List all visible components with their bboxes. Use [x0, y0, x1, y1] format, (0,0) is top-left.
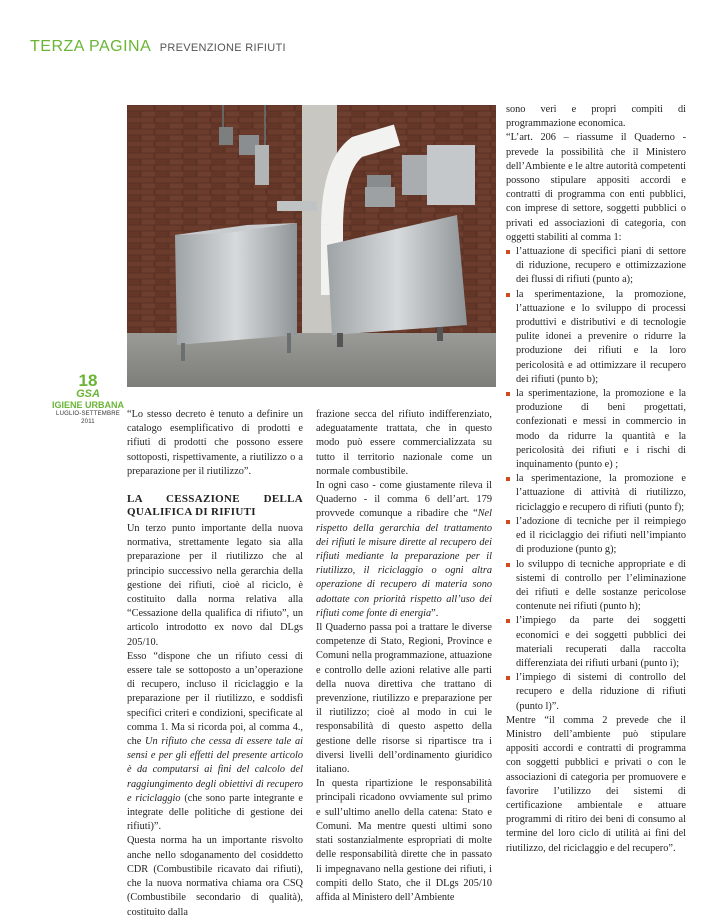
equipment-photo-illustration — [127, 105, 496, 387]
list-item: la sperimentazione, la promozione, l’attuazione e lo sviluppo di processi produttivi e distributivi e di tecnologie pulite idonei a prevenire o ridurre la produzione dei rifiuti e la loro pericolosità e ad ottimizzare il recupero dei rifiuti (punto b); — [506, 288, 686, 387]
text-run: ”. — [431, 607, 439, 619]
list-item: l’impiego da parte dei soggetti economici e dei soggetti pubblici dei materiali recuperati dalla raccolta differenziata dei rifiuti urbani (punto i); — [506, 614, 686, 671]
text-column-2 — [316, 408, 492, 905]
list-item: l’impiego di sistemi di controllo del recupero e della riduzione di rifiuti (punto l)”. — [506, 671, 686, 714]
text-run: Esso “dispone che un rifiuto cessi di essere tale se sottoposto a un’operazione di recupero, incluso il riciclaggio e la preparazione per il riutilizzo, e soddisfi specifici criteri e condizioni, specificate al comma 1. Ma si ricorda poi, al comma 4., che — [127, 650, 303, 748]
paragraph: “L’art. 206 – riassume il Quaderno - prevede la possibilità che il Ministero dell’Ambiente e le altre autorità competenti possono stipulare appositi accordi e contratti di programma con enti pubblici, con imprese di settore, soggetti pubblici o privati ed associazioni di categoria, con oggetti stabiliti al comma 1: — [506, 132, 686, 243]
magazine-logo: GSA — [76, 388, 100, 400]
paragraph: Questa norma ha un importante risvolto anche nello sdoganamento del cosiddetto CDR (Combustibile ricavato dai rifiuti), che la nuova normativa chiama ora CSQ (Combustibile secondario di qualità), costituito dalla — [127, 835, 303, 918]
list-item: la sperimentazione, la promozione e la produzione di beni progettati, confezionati e messi in commercio in modo da ridurre la quantità e la pericolosità dei rifiuti e i rischi di inquinamento (punto e) ; — [506, 387, 686, 472]
running-header — [30, 38, 286, 56]
text-column-1 — [127, 408, 303, 920]
paragraph: Il Quaderno passa poi a trattare le diverse competenze di Stato, Regioni, Province e Comuni nella programmazione, attuazione e controllo delle azioni relative alle parti della nuova direttiva che trattano di prevenzione, riutilizzo e preparazione per il riutilizzo; cioè al modo in cui le responsabilità di questo aspetto della gestione delle risorse si ripartisce tra i diversi livelli dell’ordinamento giuridico italiano. — [316, 622, 492, 776]
quoted-text: Un rifiuto che cessa di essere tale ai sensi e per gli effetti del presente articolo è da computarsi ai fini del calcolo del raggiungimento degli obiettivi di recupero e riciclaggio — [127, 736, 303, 804]
paragraph: In questa ripartizione le responsabilità principali ricadono ovviamente sul primo e sull’ultimo anello della catena: Stato e Comuni. Ma mentre questi ultimi sono stati sostanzialmente espropriati di molte delle responsabilità dirette che in passato li impegnavano nella gestione dei rifiuti, i compiti dello Stato, che il DLgs 205/10 affida al Ministero dell’Ambiente — [316, 778, 492, 903]
section-title: TERZA PAGINA — [30, 38, 152, 55]
magazine-name: IGIENE URBANA — [52, 400, 125, 410]
paragraph: sono veri e propri compiti di programmazione economica. — [506, 104, 686, 130]
text-run: In ogni caso - come giustamente rileva il Quaderno - il comma 6 dell’art. 179 provvede comunque a ribadire che “ — [316, 480, 492, 520]
list-item: lo sviluppo di tecniche appropriate e di sistemi di controllo per l’eliminazione dei rifiuti e delle sostanze pericolose contenute nei rifiuti (punto h); — [506, 558, 686, 615]
intro-paragraph: “Lo stesso decreto è tenuto a definire un catalogo esemplificativo di prodotti e rifiuti di prodotti che possono essere sottoposti, rispettivamente, a riutilizzo o a preparazione per il riutilizzo”. — [127, 409, 303, 477]
bullet-list — [506, 245, 686, 714]
subsection-title: PREVENZIONE RIFIUTI — [159, 42, 286, 54]
paragraph — [316, 479, 492, 621]
article-photo — [127, 105, 496, 387]
quoted-text: Nel rispetto della gerarchia del trattamento dei rifiuti le misure dirette al recupero dei rifiuti mediante la preparazione per il riutilizzo, il riciclaggio o ogni altra operazione di recupero di materia sono adottate con priorità rispetto all’uso dei rifiuti come fonte di energia — [316, 508, 492, 619]
text-run: (che sono parte integrante e integrate delle politiche di gestione dei rifiuti)”. — [127, 792, 303, 833]
page-marker — [52, 372, 124, 426]
paragraph — [127, 650, 303, 835]
section-heading: LA CESSAZIONE DELLA QUALIFICA DI RIFIUTI — [127, 493, 303, 519]
list-item: l’adozione di tecniche per il reimpiego ed il riciclaggio dei rifiuti nell’impianto di produzione (punto g); — [506, 515, 686, 558]
text-column-3 — [506, 103, 686, 856]
issue-date: LUGLIO-SETTEMBRE 2011 — [56, 411, 120, 425]
list-item: la sperimentazione, la promozione e l’attuazione di attività di riutilizzo, riciclaggio e recupero di rifiuti (punto f); — [506, 472, 686, 515]
paragraph: Un terzo punto importante della nuova normativa, strettamente legato sia alla preparazione per il riutilizzo che al principio successivo nella gerarchia della gestione dei rifiuti, cioè al riciclo, è costituito dalla norma relativa alla “Cessazione della qualifica di rifiuto”, un articolo introdotto ex novo dal DLgs 205/10. — [127, 523, 303, 648]
paragraph: frazione secca del rifiuto indifferenziato, adeguatamente trattata, che in questo modo può essere commercializzata su tutto il territorio nazionale come un normale combustibile. — [316, 409, 492, 477]
page-number: 18 — [78, 371, 98, 390]
list-item: l’attuazione di specifici piani di settore di riduzione, recupero e ottimizzazione dei flussi di rifiuti (punto a); — [506, 245, 686, 288]
paragraph: Mentre “il comma 2 prevede che il Ministro dell’ambiente può stipulare appositi accordi e contratti di programma con soggetti pubblici e privati o con le associazioni di categoria per promuovere e favorire l’utilizzo dei sistemi di certificazione ambientale e attuare programmi di ritiro dei beni di consumo al termine del loro ciclo di utilità ai fini del riutilizzo, del riciclaggio e del recupero”. — [506, 714, 686, 854]
